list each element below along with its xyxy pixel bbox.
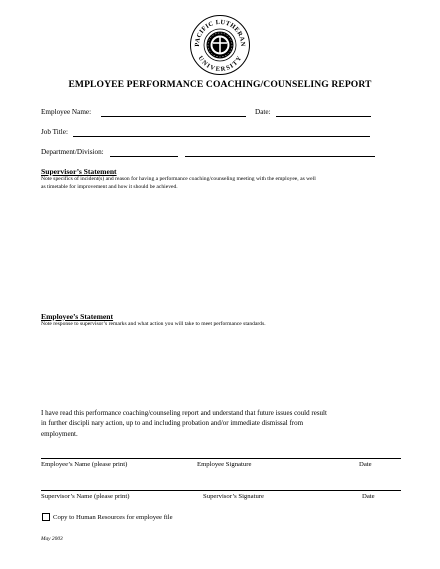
- revision-date: May 2003: [41, 536, 63, 542]
- seal-bottom-text: UNIVERSITY: [196, 54, 244, 74]
- acknowledgement-text: [41, 408, 389, 439]
- acknowledgement-line-3: employment.: [41, 429, 78, 438]
- department-field-b[interactable]: [185, 156, 375, 157]
- supervisor-signature-line[interactable]: [41, 490, 401, 491]
- department-field-a[interactable]: [110, 156, 178, 157]
- supervisor-statement-note: [41, 176, 411, 191]
- employee-statement-area[interactable]: [41, 332, 401, 404]
- form-title: EMPLOYEE PERFORMANCE COACHING/COUNSELING REPORT: [68, 79, 372, 90]
- supervisor-date-label: Date: [362, 493, 375, 500]
- supervisor-note-line-1: Note specifics of incident(s) and reason for having a performance coaching/counseling meeting with the employee, as well: [41, 176, 316, 182]
- copy-to-hr-label: Copy to Human Resources for employee file: [53, 514, 173, 521]
- date-label: Date:: [255, 108, 271, 116]
- job-title-label: Job Title:: [41, 128, 68, 136]
- university-seal-icon: [189, 14, 251, 76]
- supervisor-note-line-2: as timetable for improvement and how it should be achieved.: [41, 183, 178, 190]
- department-label: Department/Division:: [41, 148, 104, 156]
- employee-signature-line[interactable]: [41, 458, 401, 459]
- employee-signature-label: Employee Signature: [197, 461, 252, 468]
- copy-to-hr-checkbox[interactable]: [42, 513, 50, 521]
- employee-statement-heading: Employee’s Statement: [41, 312, 114, 321]
- employee-statement-note: Note response to supervisor’s remarks and what action you will take to meet performance standards.: [41, 321, 266, 327]
- employee-name-print-label: Employee’s Name (please print): [41, 461, 128, 468]
- date-field[interactable]: [276, 116, 371, 117]
- employee-name-label: Employee Name:: [41, 108, 92, 116]
- employee-date-label: Date: [359, 461, 372, 468]
- supervisor-signature-label: Supervisor’s Signature: [203, 493, 264, 500]
- job-title-field[interactable]: [73, 136, 370, 137]
- seal-top-text: PACIFIC LUTHERAN: [193, 18, 247, 47]
- supervisor-statement-area[interactable]: [41, 194, 401, 309]
- acknowledgement-line-2: in further discipli nary action, up to and including probation and/or immediate dismissal from: [41, 419, 304, 428]
- supervisor-name-print-label: Supervisor’s Name (please print): [41, 493, 130, 500]
- supervisor-statement-heading: Supervisor’s Statement: [41, 167, 117, 176]
- acknowledgement-line-1: I have read this performance coaching/counseling report and understand that future issues could result: [41, 409, 327, 417]
- employee-name-field[interactable]: [101, 116, 246, 117]
